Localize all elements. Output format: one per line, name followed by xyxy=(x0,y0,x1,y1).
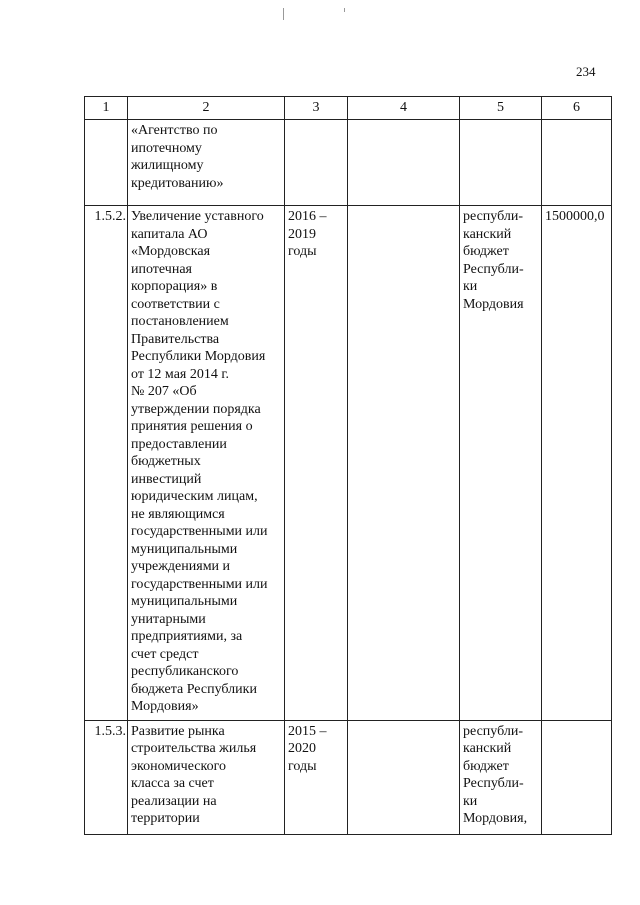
source-line: республи- xyxy=(463,209,523,224)
description-line: ипотечная xyxy=(131,261,192,277)
description-line: постановлением xyxy=(131,314,229,329)
table-row xyxy=(85,120,612,206)
item-number: 1.5.2. xyxy=(85,206,128,721)
source-line: ки xyxy=(463,279,478,294)
period-line: 2015 – xyxy=(288,723,327,739)
description-line: принятия решения о xyxy=(131,419,253,434)
description-line: «Агентство по xyxy=(131,123,218,138)
description-line: Мордовия» xyxy=(131,699,199,714)
description-line: бюджетных xyxy=(131,454,201,469)
budget-measures-table xyxy=(84,96,612,835)
item-col4 xyxy=(348,720,460,834)
page-number: 234 xyxy=(576,64,596,79)
description-line: кредитованию» xyxy=(131,175,224,191)
description-line: учреждениями и xyxy=(131,559,231,574)
description-line: ипотечному xyxy=(131,140,202,156)
description-line: Правительства xyxy=(131,331,220,347)
description-line: «Мордовская xyxy=(131,244,211,259)
description-line: соответствии с xyxy=(131,296,220,312)
item-description xyxy=(128,206,285,721)
scan-mark xyxy=(344,8,345,12)
period-line: годы xyxy=(288,244,317,259)
source-line: бюджет xyxy=(463,244,509,259)
item-period xyxy=(285,720,348,834)
item-amount xyxy=(542,720,612,834)
description-line: унитарными xyxy=(131,611,206,627)
item-number: 1.5.3. xyxy=(85,720,128,834)
description-line: государственными или xyxy=(131,524,268,539)
item-funding-source xyxy=(460,206,542,721)
description-line: предоставлении xyxy=(131,436,227,452)
description-line: государственными или xyxy=(131,576,268,592)
column-header: 4 xyxy=(348,97,460,120)
item-funding-source xyxy=(460,720,542,834)
description-line: юридическим лицам, xyxy=(131,489,258,504)
description-line: утверждении порядка xyxy=(131,401,261,417)
column-header: 2 xyxy=(128,97,285,120)
description-line: капитала АО xyxy=(131,226,208,242)
column-header: 5 xyxy=(460,97,542,120)
period-line: 2020 xyxy=(288,741,316,756)
item-description xyxy=(128,720,285,834)
source-line: Мордовия xyxy=(463,296,524,312)
item-description xyxy=(128,120,285,206)
description-line: корпорация» в xyxy=(131,279,218,294)
item-number xyxy=(85,120,128,206)
description-line: Увеличение уставного xyxy=(131,209,264,224)
item-period xyxy=(285,120,348,206)
description-line: предприятиями, за xyxy=(131,629,243,644)
description-line: инвестиций xyxy=(131,471,202,487)
description-line: Развитие рынка xyxy=(131,723,225,739)
description-line: территории xyxy=(131,811,200,826)
source-line: канский xyxy=(463,741,512,756)
description-line: бюджета Республики xyxy=(131,681,257,697)
description-line: муниципальными xyxy=(131,541,238,557)
description-line: реализации на xyxy=(131,793,217,809)
item-period xyxy=(285,206,348,721)
description-line: муниципальными xyxy=(131,594,238,609)
description-line: № 207 «Об xyxy=(131,384,197,399)
table-row xyxy=(85,206,612,721)
description-line: экономического xyxy=(131,758,226,774)
period-line: годы xyxy=(288,758,317,774)
source-line: республи- xyxy=(463,723,523,739)
source-line: Мордовия, xyxy=(463,811,528,826)
scan-mark xyxy=(283,8,284,20)
description-line: республиканского xyxy=(131,664,239,679)
description-line: жилищному xyxy=(131,158,204,173)
source-line: Республи- xyxy=(463,776,524,791)
item-col4 xyxy=(348,206,460,721)
description-line: Республики Мордовия xyxy=(131,349,266,364)
description-line: не являющимся xyxy=(131,506,225,522)
period-line: 2016 – xyxy=(288,209,327,224)
item-amount xyxy=(542,120,612,206)
source-line: Республи- xyxy=(463,261,524,277)
source-line: канский xyxy=(463,226,512,242)
table-row xyxy=(85,720,612,834)
description-line: класса за счет xyxy=(131,776,214,791)
item-funding-source xyxy=(460,120,542,206)
period-line: 2019 xyxy=(288,226,316,242)
source-line: ки xyxy=(463,793,478,809)
table-header-row xyxy=(85,97,612,120)
description-line: счет средст xyxy=(131,646,199,662)
column-header: 3 xyxy=(285,97,348,120)
description-line: от 12 мая 2014 г. xyxy=(131,366,230,382)
column-header: 1 xyxy=(85,97,128,120)
column-header: 6 xyxy=(542,97,612,120)
description-line: строительства жилья xyxy=(131,741,257,756)
source-line: бюджет xyxy=(463,758,509,774)
item-col4 xyxy=(348,120,460,206)
item-amount: 1500000,0 xyxy=(542,206,612,721)
